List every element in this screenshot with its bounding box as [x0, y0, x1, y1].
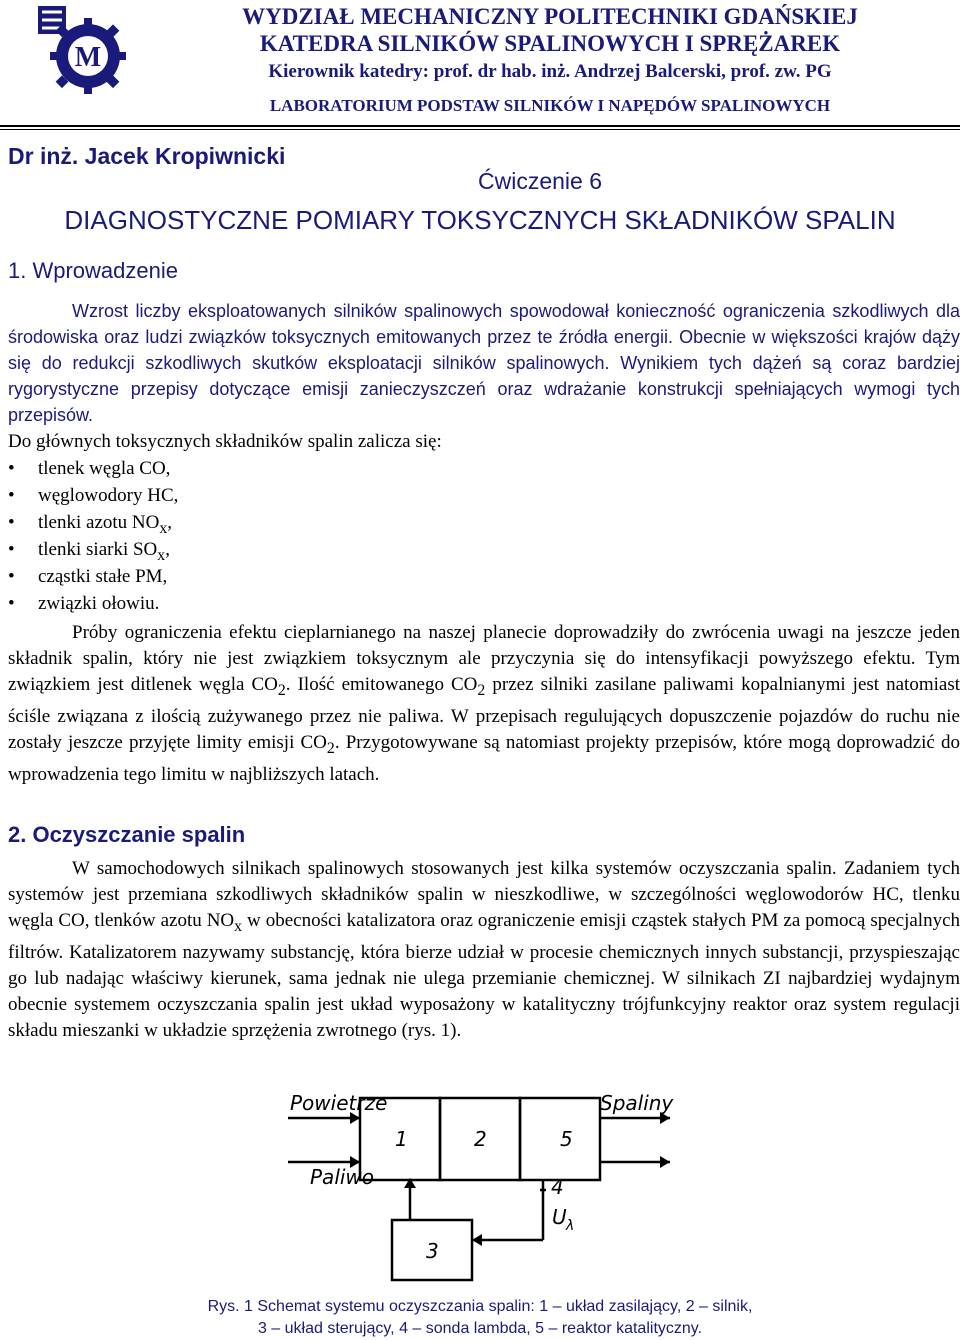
- header-faculty: WYDZIAŁ MECHANICZNY POLITECHNIKI GDAŃSKIEJ: [242, 4, 858, 29]
- label-exhaust: Spaliny: [600, 1091, 674, 1115]
- toxic-components-list: [8, 455, 178, 617]
- block-1-label: 1: [395, 1127, 408, 1151]
- header-divider-thin: [0, 129, 960, 130]
- header-department: KATEDRA SILNIKÓW SPALINOWYCH I SPRĘŻAREK: [259, 31, 841, 56]
- figure-caption: [0, 1296, 960, 1340]
- system-diagram: [260, 1090, 700, 1290]
- signal-subscript: λ: [566, 1218, 575, 1234]
- page-title: DIAGNOSTYCZNE POMIARY TOKSYCZNYCH SKŁADNIKÓW SPALIN: [64, 205, 896, 235]
- list-item: • cząstki stałe PM,: [8, 563, 178, 590]
- caption-line-1: Rys. 1 Schemat systemu oczyszczania spalin: 1 – układ zasilający, 2 – silnik,: [207, 1298, 753, 1315]
- section-heading-introduction: 1. Wprowadzenie: [8, 258, 178, 283]
- logo-letter: M: [74, 42, 102, 73]
- list-item: • związki ołowiu.: [8, 590, 178, 617]
- block-3-label: 3: [426, 1239, 439, 1263]
- header-laboratory: LABORATORIUM PODSTAW SILNIKÓW I NAPĘDÓW SPALINOWYCH: [269, 96, 831, 115]
- university-logo: [36, 4, 128, 100]
- block-2-label: 2: [474, 1127, 487, 1151]
- header-head: Kierownik katedry: prof. dr hab. inż. Andrzej Balcerski, prof. zw. PG: [268, 61, 832, 82]
- list-item: • węglowodory HC,: [8, 482, 178, 509]
- signal-label: U: [552, 1205, 567, 1229]
- header-divider: [0, 125, 960, 127]
- exhaust-cleaning-paragraph: W samochodowych silnikach spalinowych stosowanych jest kilka systemów oczyszczania spalin. Zadaniem tych systemów jest przemiana szkodliwych składników spalin w nieszkodliwe, w szczególności węglowodorów HC, tlenku węgla CO, tlenków azotu $NO_x$ w obecności katalizatora oraz ograniczenie emisji cząstek stałych PM za pomocą specjalnych filtrów. Katalizatorem nazywamy substancję, która bierze udział w procesie chemicznych innych substancji, przyspieszając go lub nadając właściwy kierunek, sama jednak nie ulega przemianie chemicznej. W silnikach ZI najbardziej wydajnym obecnie systemem oczyszczania spalin jest układ wyposażony w katalityczny trójfunkcyjny reaktor oraz system regulacji składu mieszanki w układzie sprzężenia zwrotnego (rys. 1).: [8, 858, 960, 1041]
- list-item: • tlenki azotu $NO_x$,: [8, 509, 178, 536]
- exercise-number: Ćwiczenie 6: [478, 168, 602, 194]
- list-intro: Do głównych toksycznych składników spalin zalicza się:: [8, 431, 442, 452]
- caption-line-2: 3 – układ sterujący, 4 – sonda lambda, 5 – reaktor katalityczny.: [257, 1320, 703, 1337]
- intro-text: Wzrost liczby eksploatowanych silników spalinowych spowodował konieczność ograniczenia szkodliwych dla środowiska oraz ludzi związków toksycznych emitowanych przez te źródła energii. Obecnie w większości krajów dąży się do redukcji szkodliwych skutków eksploatacji silników spalinowych. Wynikiem tych dążeń są coraz bardziej rygorystyczne przepisy dotyczące emisji zanieczyszczeń oraz wdrażanie konstrukcji spełniających wymogi tych przepisów.: [8, 301, 960, 425]
- sensor-4-label: 4: [551, 1175, 564, 1199]
- section-heading-exhaust-cleaning: 2. Oczyszczanie spalin: [8, 822, 246, 847]
- block-5-label: 5: [560, 1127, 573, 1151]
- intro-paragraph: [8, 298, 960, 428]
- co2-paragraph: Próby ograniczenia efektu cieplarnianego na naszej planecie doprowadziły do zwrócenia uwagi na jeszcze jeden składnik spalin, który nie jest związkiem toksycznym ale przyczynia się do intensyfikacji powyższego efektu. Tym związkiem jest ditlenek węgla $CO_2$. Ilość emitowanego $CO_2$ przez silniki zasilane paliwami kopalnianymi jest natomiast ściśle związana z ilością zużywanego przez nie paliwa. W przepisach regulujących dopuszczenie pojazdów do ruchu nie zostały jeszcze przyjęte limity emisji $CO_2$. Przygotowywane są natomiast projekty przepisów, które mogą doprowadzić do wprowadzenia tego limitu w najbliższych latach.: [8, 622, 960, 785]
- list-item: • tlenki siarki $SO_x$,: [8, 536, 178, 563]
- list-item: • tlenek węgla CO,: [8, 455, 178, 482]
- author: Dr inż. Jacek Kropiwnicki: [8, 143, 286, 169]
- label-air: Powietrze: [290, 1091, 388, 1115]
- label-fuel: Paliwo: [310, 1165, 375, 1189]
